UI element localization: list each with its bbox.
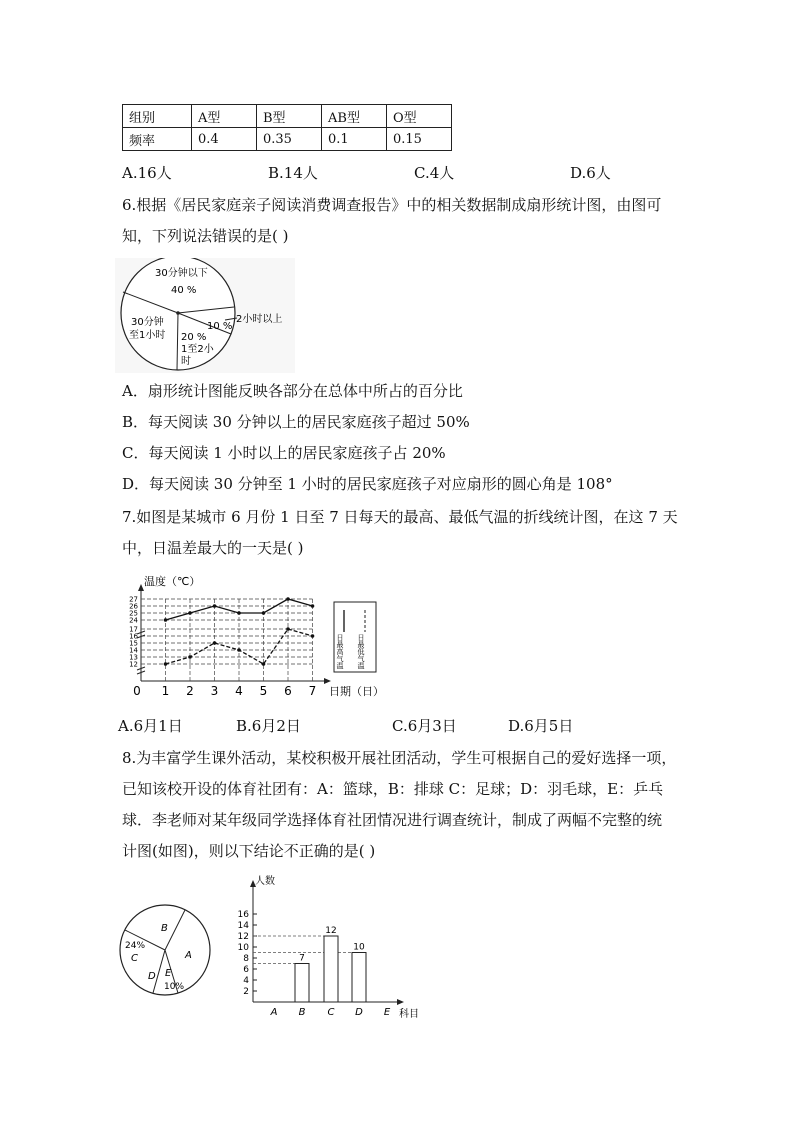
frequency-table — [122, 104, 452, 151]
q5-option-a: A.16人 — [122, 164, 172, 182]
x-tick-label: C — [327, 1007, 335, 1018]
data-point — [164, 618, 168, 622]
y-tick-label: 25 — [129, 609, 138, 618]
chart-gridlines — [137, 599, 313, 681]
x-tick-label: D — [355, 1007, 363, 1018]
q7-option-d: D.6月5日 — [508, 717, 574, 735]
pie-label: 40 % — [171, 285, 197, 296]
bar-d — [352, 953, 366, 1003]
y-tick-label: 8 — [243, 954, 249, 964]
x-axis-label: 科目 — [399, 1009, 419, 1020]
pie-label: E — [165, 968, 172, 979]
q7-option-b: B.6月2日 — [236, 717, 301, 735]
table-cell: O型 — [387, 105, 452, 128]
x-tick-labels — [270, 1007, 391, 1018]
chart-bars — [295, 926, 366, 1002]
pie-label: 时 — [181, 356, 191, 367]
pie-label: B — [161, 923, 168, 934]
y-tick-label: 13 — [129, 653, 138, 662]
y-tick-label: 12 — [237, 932, 249, 942]
y-tick-label: 14 — [237, 921, 249, 931]
data-point — [213, 604, 217, 608]
y-tick-label: 4 — [243, 976, 249, 986]
q8-stem-line-3: 球．李老师对某年级同学选择体育社团情况进行调查统计，制成了两幅不完整的统 — [122, 811, 663, 829]
pie-label: 30分钟以下 — [155, 268, 208, 279]
x-tick-label: B — [298, 1007, 306, 1018]
legend-label-low: 日最低气温 — [357, 634, 365, 669]
pie-label: C — [131, 953, 138, 964]
table-cell: 频率 — [123, 128, 192, 151]
pie-label: 30分钟 — [131, 317, 164, 328]
x-tick-label: 1 — [161, 684, 170, 698]
legend-label-high: 日最高气温 — [336, 634, 344, 669]
table-cell: B型 — [257, 105, 322, 128]
table-cell: 0.4 — [192, 128, 257, 151]
pie-label: 2小时以上 — [236, 314, 283, 325]
data-point — [286, 627, 290, 631]
table-cell: 0.1 — [322, 128, 387, 151]
pie-label: 20 % — [181, 332, 207, 343]
y-tick-label: 10 — [237, 943, 249, 953]
table-cell: AB型 — [322, 105, 387, 128]
x-axis-arrow — [397, 999, 404, 1005]
q6-stem-line-1: 6.根据《居民家庭亲子阅读消费调查报告》中的相关数据制成扇形统计图，由图可 — [122, 196, 662, 214]
x-tick-label: 0 — [133, 684, 141, 698]
x-axis-label: 日期（日） — [329, 685, 384, 698]
table-cell: 0.15 — [387, 128, 452, 151]
pie-center — [176, 311, 180, 315]
q7-stem-line-1: 7.如图是某城市 6 月份 1 日至 7 日每天的最高、最低气温的折线统计图，在这 7 天 — [122, 508, 678, 526]
y-tick-label: 16 — [237, 910, 249, 920]
q8-stem-line-4: 计图(如图)，则以下结论不正确的是( ) — [122, 842, 376, 860]
y-tick-label: 15 — [129, 639, 138, 648]
data-point — [311, 604, 315, 608]
y-tick-label: 12 — [129, 660, 138, 669]
x-tick-label: 5 — [259, 684, 268, 698]
club-bar-chart — [225, 872, 425, 1022]
q6-option-a: A．扇形统计图能反映各部分在总体中所占的百分比 — [122, 382, 463, 400]
bar-b — [295, 964, 309, 1003]
x-tick-label: 7 — [308, 684, 317, 698]
data-point — [237, 648, 241, 652]
q8-stem-line-2: 已知该校开设的体育社团有：A：篮球，B：排球 C：足球；D：羽毛球，E：乒乓 — [122, 780, 664, 798]
q5-option-b: B.14人 — [268, 164, 318, 182]
data-point — [164, 662, 168, 666]
data-point — [311, 634, 315, 638]
y-tick-labels — [129, 596, 138, 669]
y-tick-label: 24 — [129, 616, 138, 625]
y-tick-label: 14 — [129, 646, 138, 655]
q6-option-d: D．每天阅读 30 分钟至 1 小时的居民家庭孩子对应扇形的圆心角是 108° — [122, 475, 613, 493]
table-cell: 0.35 — [257, 128, 322, 151]
q6-option-c: C．每天阅读 1 小时以上的居民家庭孩子占 20% — [122, 444, 446, 462]
y-tick-labels — [238, 910, 257, 997]
y-axis-label: 人数 — [255, 876, 275, 887]
bar-value-label: 12 — [325, 926, 337, 936]
table-row — [123, 128, 452, 151]
x-tick-label: E — [383, 1007, 391, 1018]
q5-option-c: C.4人 — [414, 164, 455, 182]
q6-option-b: B．每天阅读 30 分钟以上的居民家庭孩子超过 50% — [122, 413, 470, 431]
y-axis-label: 温度（℃） — [144, 575, 201, 588]
pie-label: A — [185, 950, 192, 961]
q6-stem-line-2: 知，下列说法错误的是( ) — [122, 227, 289, 245]
y-tick-label: 6 — [243, 965, 249, 975]
x-tick-labels — [133, 684, 316, 698]
table-header-row — [123, 105, 452, 128]
table-cell: 组别 — [123, 105, 192, 128]
reading-time-pie-chart — [115, 258, 295, 373]
pie-label: 至1小时 — [129, 330, 166, 341]
data-point — [213, 641, 217, 645]
table-cell: A型 — [192, 105, 257, 128]
data-point — [262, 611, 266, 615]
bar-value-label: 7 — [299, 953, 305, 964]
data-point — [188, 655, 192, 659]
x-tick-label: 2 — [186, 684, 194, 698]
y-tick-label: 2 — [243, 987, 249, 997]
pie-label: 24% — [125, 941, 146, 951]
q7-stem-line-2: 中，日温差最大的一天是( ) — [122, 539, 304, 557]
data-point — [237, 611, 241, 615]
data-point — [188, 611, 192, 615]
x-axis-arrow — [324, 678, 331, 684]
x-tick-label: 3 — [210, 684, 219, 698]
q7-option-a: A.6月1日 — [118, 717, 183, 735]
bar-value-label: 10 — [353, 942, 365, 953]
q5-option-d: D.6人 — [570, 164, 611, 182]
y-tick-label: 26 — [129, 602, 138, 611]
y-tick-label: 17 — [129, 625, 138, 634]
y-tick-label: 27 — [129, 595, 138, 604]
series-low-line — [166, 629, 313, 664]
bar-c — [324, 936, 338, 1002]
y-tick-label: 16 — [129, 632, 138, 641]
x-tick-label: 6 — [284, 684, 292, 698]
data-point — [262, 662, 266, 666]
temperature-line-chart — [122, 570, 392, 705]
club-pie-chart — [115, 900, 215, 1000]
pie-label: 10 % — [207, 321, 233, 332]
x-tick-label: A — [270, 1007, 278, 1018]
q8-stem-line-1: 8.为丰富学生课外活动，某校积极开展社团活动，学生可根据自己的爱好选择一项， — [122, 749, 677, 767]
x-tick-label: 4 — [235, 684, 243, 698]
pie-label: 10% — [164, 982, 185, 992]
data-point — [286, 597, 290, 601]
pie-label: 1至2小 — [181, 344, 214, 355]
pie-label: D — [148, 971, 156, 982]
q7-option-c: C.6月3日 — [392, 717, 457, 735]
